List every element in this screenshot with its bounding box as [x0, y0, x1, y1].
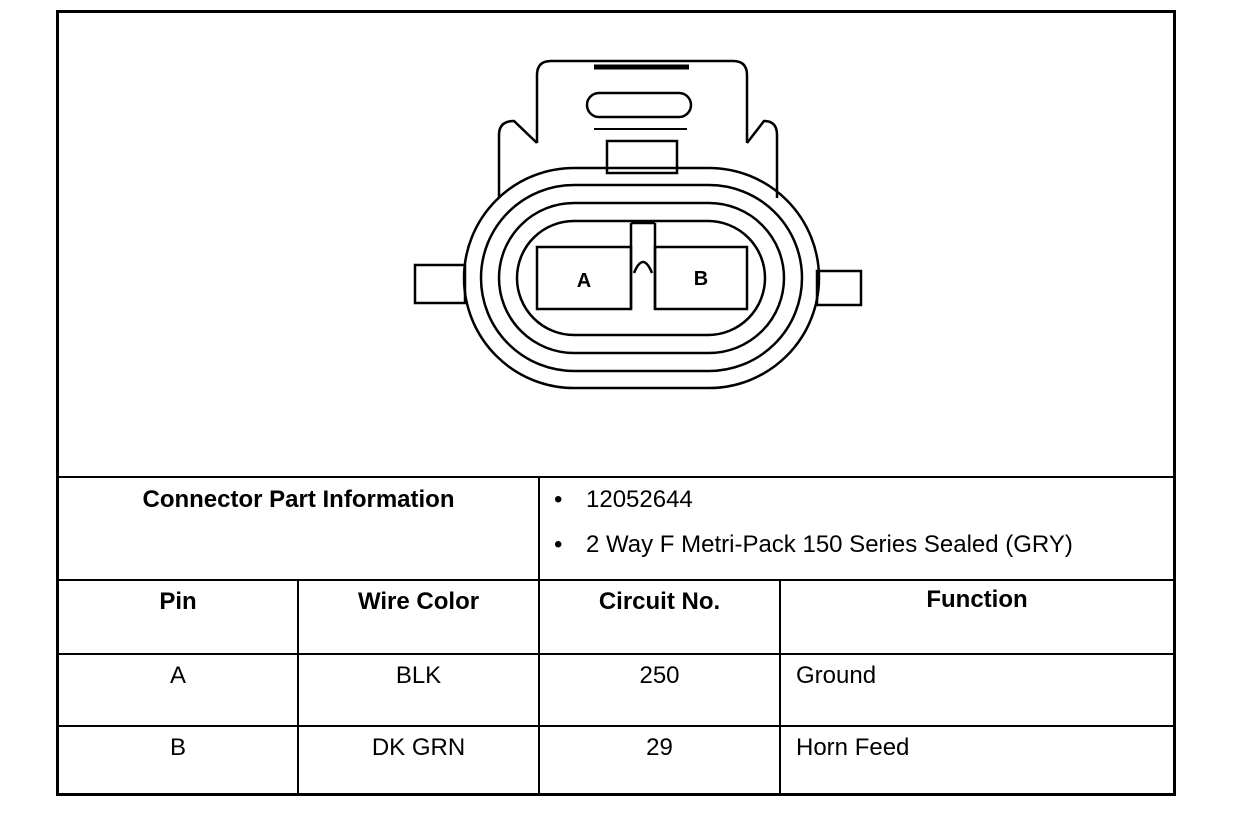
center-key-notch [634, 262, 652, 273]
header-circuit-no: Circuit No. [540, 581, 781, 653]
seal-ring-1 [481, 185, 802, 371]
connector-info-item [554, 486, 693, 514]
bullet-icon: • [554, 531, 563, 558]
connector-info-label: Connector Part Information [59, 478, 540, 579]
cell-circuit-no: 29 [540, 727, 781, 793]
connector-description: 2 Way F Metri-Pack 150 Series Sealed (GRY) [586, 531, 1073, 558]
shroud-left [499, 121, 537, 198]
seal-ring-2 [499, 203, 784, 353]
connector-info-list [540, 478, 1173, 579]
connector-sheet [56, 10, 1176, 796]
left-ear [415, 265, 465, 303]
cell-circuit-no: 250 [540, 655, 781, 725]
connector-face-drawing [59, 13, 1173, 476]
cell-wire-color: DK GRN [299, 727, 540, 793]
cell-function: Horn Feed [796, 734, 910, 761]
cell-pin: A [59, 655, 299, 725]
lock-tab-outline [537, 61, 747, 143]
inner-ring [517, 221, 765, 335]
cell-function: Ground [796, 662, 877, 689]
header-wire-color: Wire Color [299, 581, 540, 653]
shroud-right [747, 121, 777, 198]
pinout-table [59, 579, 1173, 793]
pin-label-a: A [576, 270, 592, 292]
connector-diagram [59, 13, 1173, 476]
center-key [631, 223, 655, 309]
connector-info-row [59, 476, 1173, 579]
cell-wire-color: BLK [299, 655, 540, 725]
connector-info-item [554, 531, 1073, 559]
header-function: Function [926, 586, 1028, 613]
table-header-row [59, 581, 1173, 653]
table-row [59, 725, 1173, 793]
right-ear [817, 271, 861, 305]
bullet-icon: • [554, 486, 563, 513]
cell-pin: B [59, 727, 299, 793]
table-row [59, 653, 1173, 725]
lock-tab-slot [587, 93, 691, 117]
pin-label-b: B [693, 268, 709, 290]
part-number: 12052644 [586, 486, 693, 513]
header-pin: Pin [59, 581, 299, 653]
